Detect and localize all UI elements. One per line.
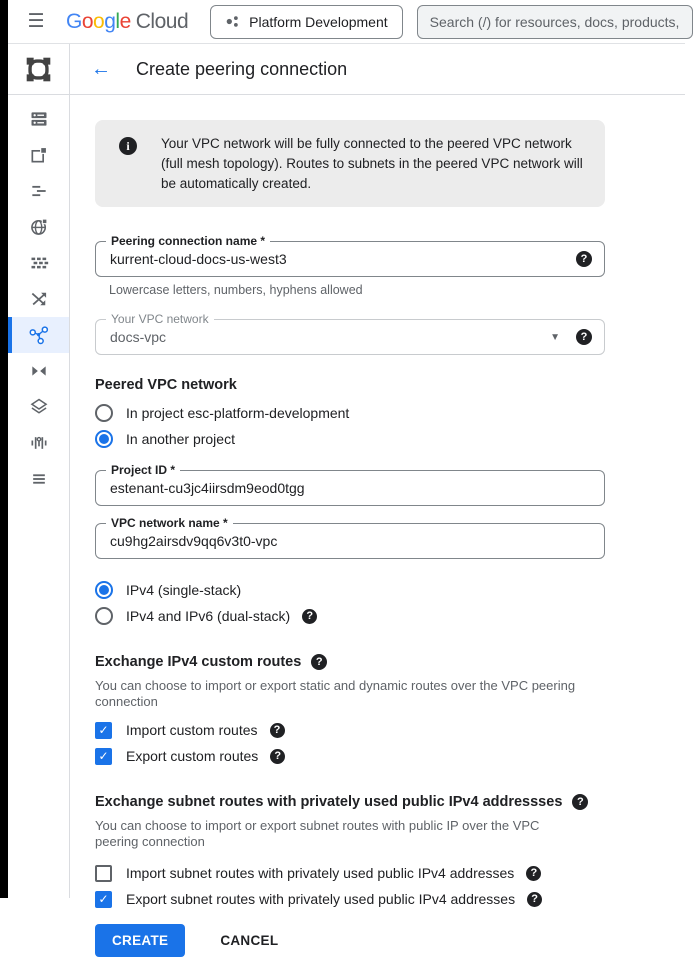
peering-connection-name-label: Peering connection name * bbox=[106, 234, 270, 248]
google-cloud-logo[interactable] bbox=[66, 10, 188, 34]
logo-letter: e bbox=[119, 9, 131, 33]
logo-letter: l bbox=[115, 9, 120, 33]
vpc-network-name-value: cu9hg2airsdv9qq6v3t0-vpc bbox=[110, 533, 278, 549]
exchange-custom-routes-description: You can choose to import or export static and dynamic routes over the VPC peering connection bbox=[95, 678, 576, 709]
export-custom-routes-label: Export custom routes bbox=[126, 748, 259, 764]
exchange-subnet-routes-description: You can choose to import or export subnet routes with public IP over the VPC peering connection bbox=[95, 818, 540, 849]
vpc-networks-icon bbox=[29, 109, 49, 129]
radio-selected-icon bbox=[95, 581, 113, 599]
sidebar-item-firewall-policies[interactable] bbox=[8, 173, 69, 209]
network-intelligence-icon bbox=[29, 433, 49, 453]
radio-ipv4-ipv6-dual-stack[interactable] bbox=[95, 606, 605, 626]
your-vpc-network-select[interactable] bbox=[95, 312, 605, 355]
app bbox=[8, 0, 685, 948]
help-icon[interactable]: ? bbox=[270, 723, 285, 738]
logo-cloud-text: Cloud bbox=[135, 9, 189, 33]
chevron-down-icon: ▼ bbox=[550, 331, 560, 343]
peering-connection-name-field[interactable] bbox=[95, 234, 605, 277]
cancel-button[interactable]: CANCEL bbox=[212, 924, 286, 957]
screen-edge bbox=[0, 0, 8, 898]
sidebar-item-vpc-network-peering[interactable] bbox=[8, 317, 69, 353]
checkbox-import-custom-routes[interactable] bbox=[95, 720, 605, 740]
checkbox-import-subnet-routes[interactable] bbox=[95, 863, 605, 883]
radio-ipv4-single-stack[interactable] bbox=[95, 580, 605, 600]
packet-mirroring-icon bbox=[29, 397, 49, 417]
project-selector-label: Platform Development bbox=[249, 13, 388, 30]
project-selector-button[interactable] bbox=[210, 5, 403, 39]
radio-unselected-icon bbox=[95, 607, 113, 625]
sidebar-item-vpc-networks[interactable] bbox=[8, 101, 69, 137]
project-id-field[interactable] bbox=[95, 463, 605, 506]
export-subnet-routes-label: Export subnet routes with privately used public IPv4 addresses bbox=[126, 891, 516, 907]
back-button[interactable]: ← bbox=[91, 58, 111, 80]
check-icon: ✓ bbox=[98, 723, 109, 737]
radio-in-project-label: In project esc-platform-development bbox=[126, 405, 350, 421]
project-id-label: Project ID * bbox=[106, 463, 180, 477]
vpc-network-product-icon bbox=[25, 56, 52, 83]
checkbox-export-custom-routes[interactable] bbox=[95, 746, 605, 766]
info-banner-text: Your VPC network will be fully connected to the peered VPC network (full mesh topology). Routes to subnets in the peered VPC network will be automatically created. bbox=[161, 136, 583, 191]
sidebar-item-ip-addresses[interactable] bbox=[8, 137, 69, 173]
radio-selected-icon bbox=[95, 430, 113, 448]
sidebar-rail bbox=[8, 95, 70, 898]
help-icon[interactable]: ? bbox=[576, 329, 592, 345]
routes-icon bbox=[29, 217, 49, 237]
main-content bbox=[70, 95, 685, 948]
help-icon[interactable]: ? bbox=[526, 866, 541, 881]
header-main bbox=[70, 44, 685, 94]
project-id-value: estenant-cu3jc4iirsdm9eod0tgg bbox=[110, 480, 305, 496]
vpc-network-name-label: VPC network name * bbox=[106, 516, 233, 530]
info-icon: i bbox=[119, 137, 137, 155]
body bbox=[8, 95, 685, 948]
page-header bbox=[8, 44, 685, 95]
radio-dual-stack-label: IPv4 and IPv6 (dual-stack) bbox=[126, 608, 291, 624]
checkbox-export-subnet-routes[interactable] bbox=[95, 889, 605, 909]
help-icon[interactable]: ? bbox=[572, 794, 588, 810]
radio-in-another-project-label: In another project bbox=[126, 431, 235, 447]
checkbox-unchecked-icon bbox=[95, 865, 112, 882]
sidebar-item-firewall[interactable] bbox=[8, 245, 69, 281]
sidebar-item-packet-mirroring[interactable] bbox=[8, 389, 69, 425]
sidebar-item-serverless-vpc-access[interactable] bbox=[8, 353, 69, 389]
vpc-network-peering-icon bbox=[29, 325, 49, 345]
checkbox-checked-icon bbox=[95, 722, 112, 739]
search-input[interactable] bbox=[430, 14, 680, 30]
help-icon[interactable]: ? bbox=[576, 251, 592, 267]
help-icon[interactable]: ? bbox=[527, 892, 542, 907]
peering-name-helper-text: Lowercase letters, numbers, hyphens allowed bbox=[109, 283, 363, 297]
sidebar-item-shared-vpc[interactable] bbox=[8, 281, 69, 317]
topbar bbox=[8, 0, 685, 44]
logo-letter: g bbox=[104, 9, 116, 33]
project-icon bbox=[225, 14, 240, 29]
shared-vpc-icon bbox=[29, 289, 49, 309]
rail-header-cell bbox=[8, 44, 70, 94]
sidebar-item-more[interactable] bbox=[8, 461, 69, 497]
help-icon[interactable]: ? bbox=[270, 749, 285, 764]
firewall-icon bbox=[29, 253, 49, 273]
checkbox-checked-icon bbox=[95, 748, 112, 765]
import-subnet-routes-label: Import subnet routes with privately used public IPv4 addresses bbox=[126, 865, 515, 881]
create-button[interactable]: CREATE bbox=[95, 924, 185, 957]
peering-connection-name-value: kurrent-cloud-docs-us-west3 bbox=[110, 251, 287, 267]
radio-ipv4-label: IPv4 (single-stack) bbox=[126, 582, 242, 598]
peered-vpc-network-heading-text: Peered VPC network bbox=[95, 377, 237, 393]
sidebar-item-network-intelligence[interactable] bbox=[8, 425, 69, 461]
more-items-icon bbox=[29, 469, 49, 489]
radio-in-project[interactable] bbox=[95, 403, 605, 423]
peered-vpc-network-heading bbox=[95, 377, 605, 393]
firewall-policies-icon bbox=[29, 181, 49, 201]
exchange-subnet-routes-heading bbox=[95, 785, 605, 810]
form-actions bbox=[95, 924, 605, 957]
info-banner bbox=[95, 120, 605, 207]
check-icon: ✓ bbox=[98, 749, 109, 763]
page-title: Create peering connection bbox=[136, 58, 348, 79]
exchange-subnet-routes-heading-text: Exchange subnet routes with privately used public IPv4 addressses bbox=[95, 794, 563, 810]
sidebar-item-routes[interactable] bbox=[8, 209, 69, 245]
radio-in-another-project[interactable] bbox=[95, 429, 605, 449]
search-box[interactable] bbox=[417, 5, 693, 39]
hamburger-menu-icon[interactable]: ☰ bbox=[27, 11, 45, 32]
ip-addresses-icon bbox=[29, 145, 49, 165]
help-icon[interactable]: ? bbox=[302, 609, 317, 624]
check-icon: ✓ bbox=[98, 892, 109, 906]
serverless-vpc-access-icon bbox=[29, 361, 49, 381]
vpc-network-name-field[interactable] bbox=[95, 516, 605, 559]
help-icon[interactable]: ? bbox=[311, 654, 327, 670]
radio-unselected-icon bbox=[95, 404, 113, 422]
import-custom-routes-label: Import custom routes bbox=[126, 722, 258, 738]
exchange-custom-routes-heading-text: Exchange IPv4 custom routes bbox=[95, 654, 302, 670]
logo-letter: o bbox=[81, 9, 94, 33]
checkbox-checked-icon bbox=[95, 891, 112, 908]
exchange-custom-routes-heading bbox=[95, 641, 605, 670]
logo-letter: G bbox=[66, 9, 82, 33]
your-vpc-network-value: docs-vpc bbox=[110, 329, 167, 345]
your-vpc-network-label: Your VPC network bbox=[106, 312, 214, 326]
logo-letter: o bbox=[93, 9, 105, 33]
